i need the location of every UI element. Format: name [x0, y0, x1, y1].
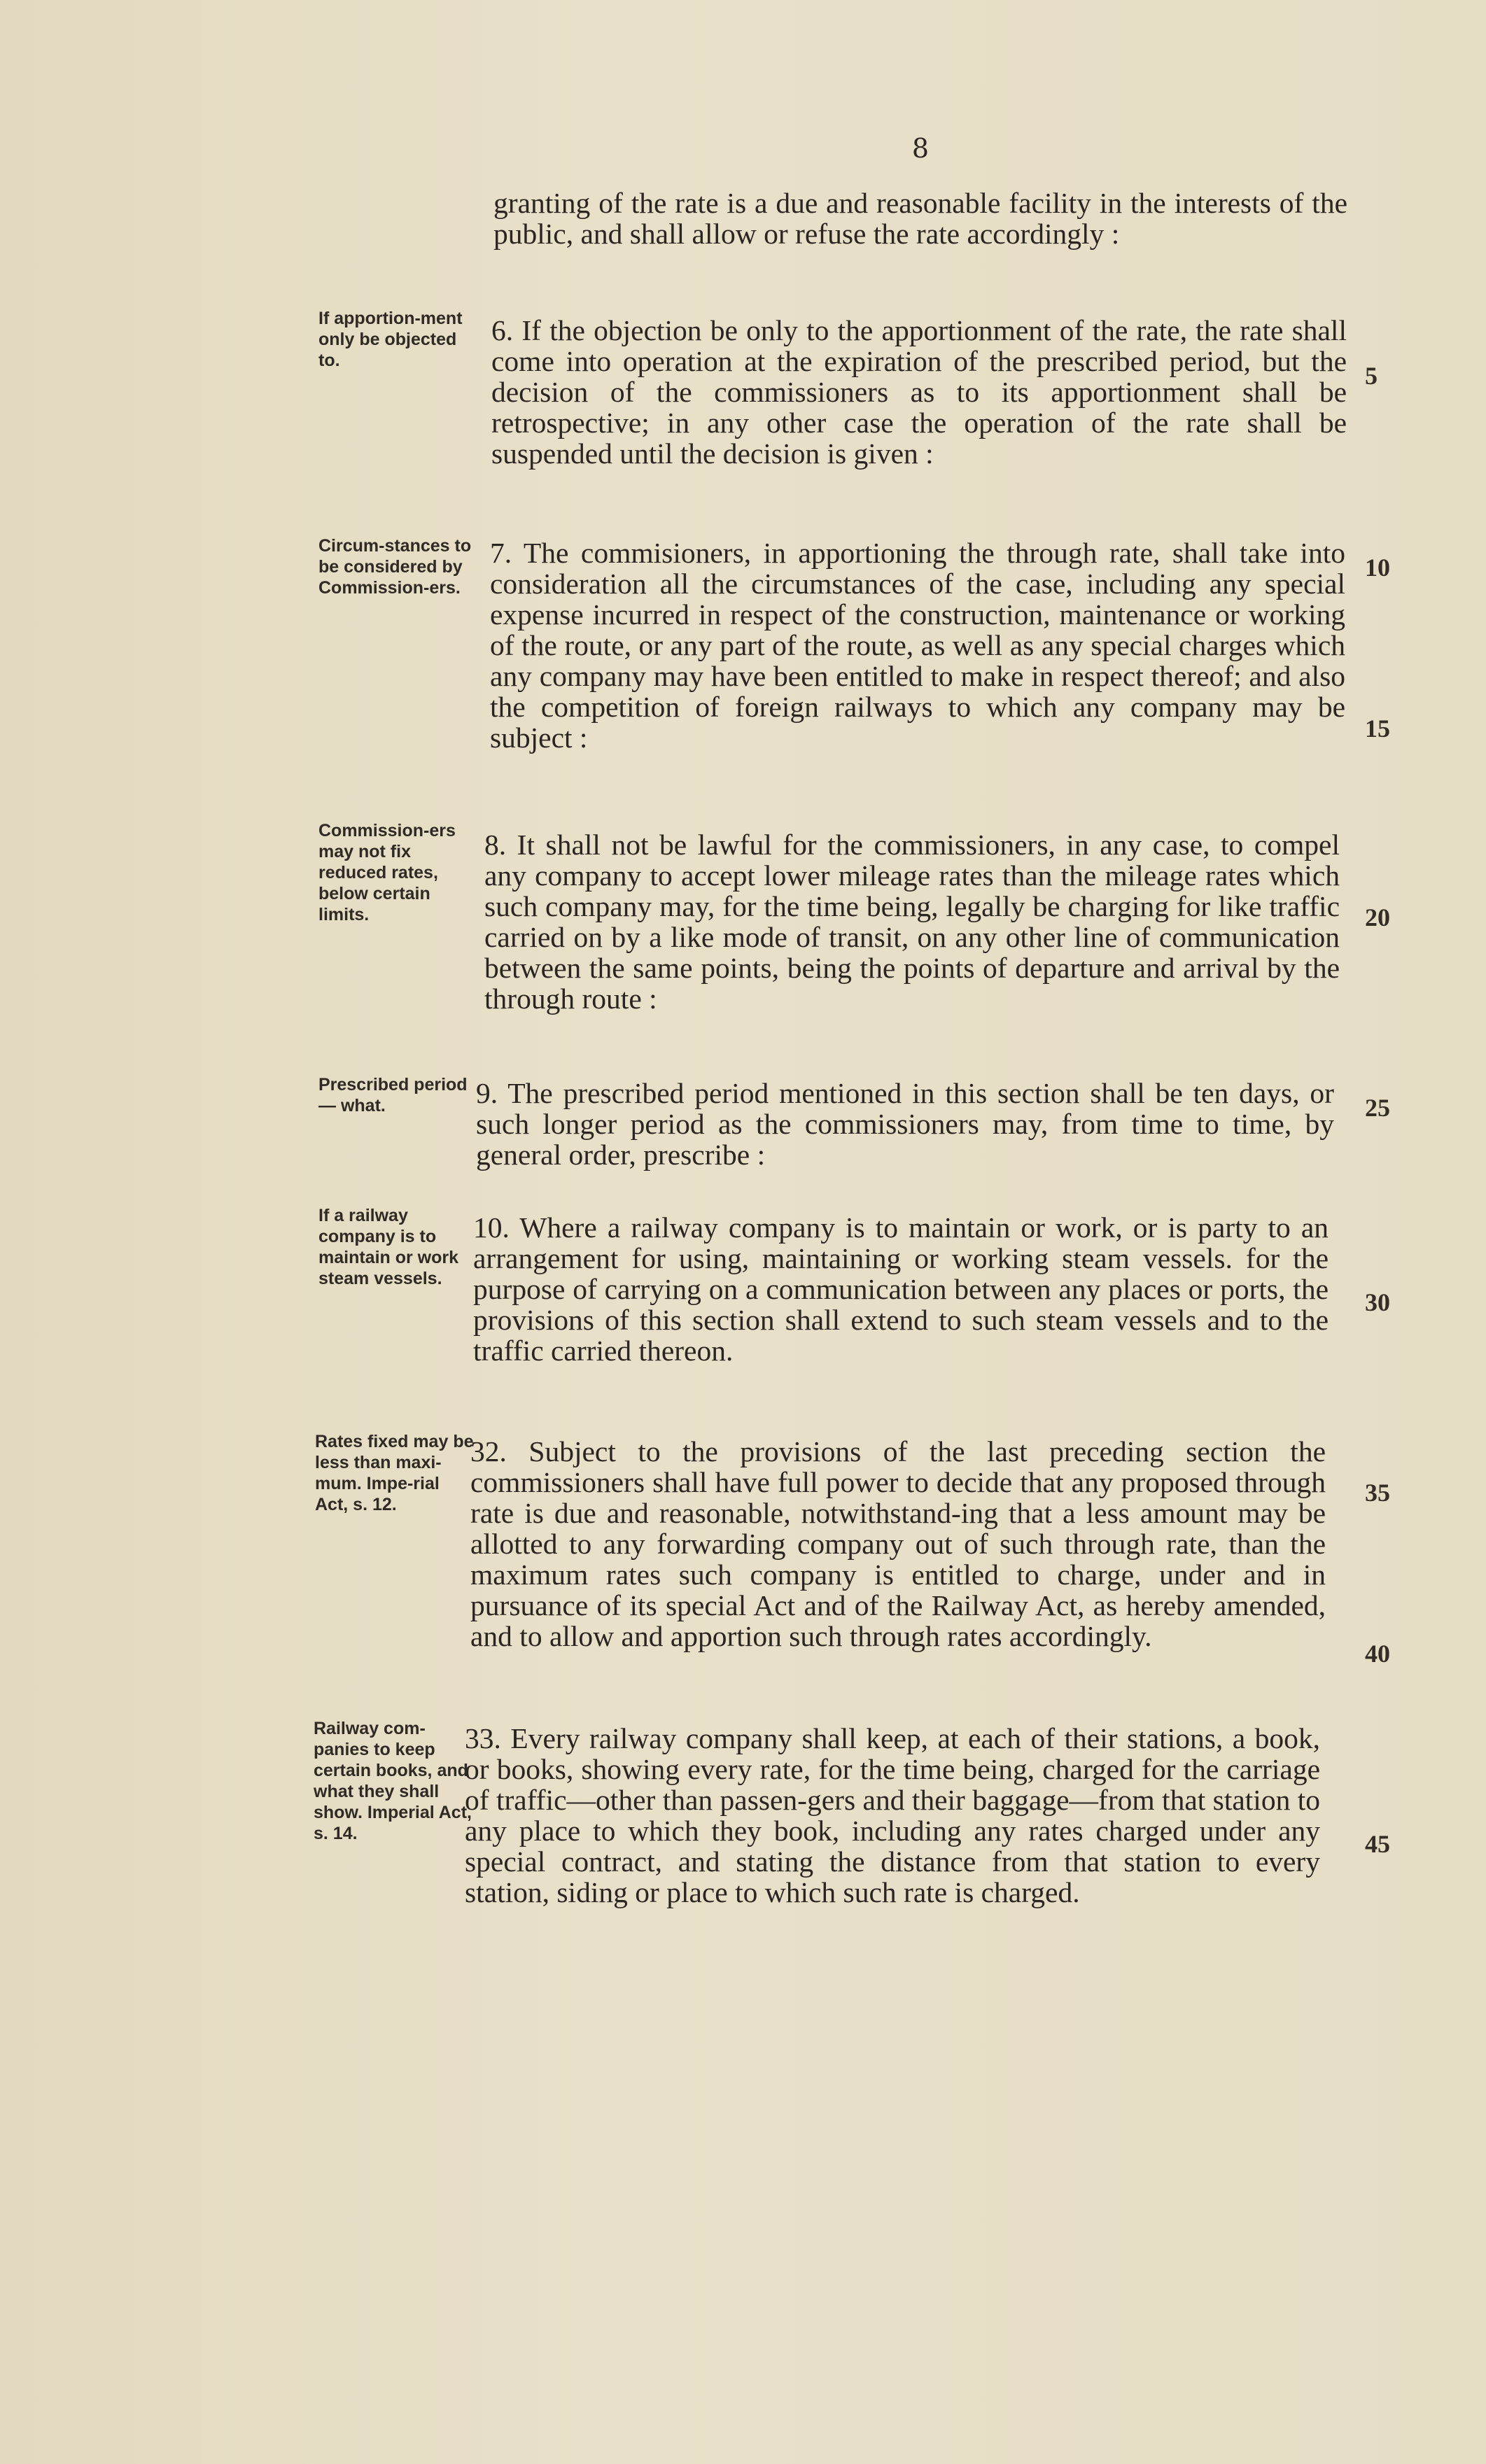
- margin-note: Prescribed period— what.: [318, 1075, 468, 1115]
- line-number: 40: [1365, 1640, 1390, 1668]
- section-text: 32. Subject to the provisions of the last preceding section the commissioners shall have full power to decide that any proposed through rate is due and reasonable, notwithstand-ing that a less amount may be allotted to any forwarding company out of such through rate, than the maximum rates such company is entitled to charge, under and in pursuance of its special Act and of the Railway Act, as hereby amended, and to allow and apportion such through rates accordingly.: [470, 1435, 1326, 1652]
- section-text: 10. Where a railway company is to maintain or work, or is party to an arrangement for using, maintaining or working steam vessels. for the purpose of carrying on a communication between any places or ports, the provisions of this section shall extend to such steam vessels and to the traffic carried thereon.: [473, 1211, 1329, 1367]
- section-text: 8. It shall not be lawful for the commissioners, in any case, to compel any company to accept lower mileage rates than the mileage rates which such company may, for the time being, legally be charging for like traffic carried on by a like mode of transit, on any other line of communication between the same points, being the points of departure and arrival by the through route :: [484, 829, 1340, 1015]
- line-number: 15: [1365, 714, 1390, 742]
- margin-note: Rates fixed may be less than maxi-mum. Impe-rial Act, s. 12.: [315, 1432, 474, 1514]
- margin-note: Commission-ers may not fix reduced rates, below certain limits.: [318, 821, 456, 924]
- section-text: 7. The commisioners, in apportioning the through rate, shall take into consideration all the circumstances of the case, including any special expense incurred in respect of the construction, maintenance or working of the route, or any part of the route, as well as any special charges which any company may have been entitled to make in respect thereof; and also the competition of foreign railways to which any company may be subject :: [490, 537, 1345, 754]
- margin-note: If apportion-ment only be objected to.: [318, 309, 463, 370]
- section-text: 6. If the objection be only to the apportionment of the rate, the rate shall come into operation at the expiration of the prescribed period, but the decision of the commissioners as to its apportionment shall be retrospective; in any other case the operation of the rate shall be suspended until the decision is given :: [491, 314, 1347, 470]
- line-number: 45: [1365, 1830, 1390, 1858]
- line-number: 25: [1365, 1094, 1390, 1122]
- margin-note: Circum-stances to be considered by Commission-ers.: [318, 536, 472, 598]
- line-number: 5: [1365, 362, 1378, 390]
- line-number: 20: [1365, 903, 1390, 931]
- section-text: granting of the rate is a due and reasonable facility in the interests of the public, and shall allow or refuse the rate accordingly :: [493, 187, 1347, 250]
- section-text: 33. Every railway company shall keep, at each of their stations, a book, or books, showing every rate, for the time being, charged for the carriage of traffic—other than passen-gers and their baggage—from that station to any place to which they book, including any rates charged under any special contract, and stating the distance from that station to every station, siding or place to which such rate is charged.: [465, 1722, 1320, 1908]
- line-number: 10: [1365, 554, 1390, 582]
- page-number: 8: [911, 133, 930, 164]
- line-number: 30: [1365, 1288, 1390, 1316]
- line-number: 35: [1365, 1479, 1390, 1507]
- margin-note: Railway com-panies to keep certain books, and what they shall show. Imperial Act, s. 14.: [314, 1719, 472, 1843]
- margin-note: If a railway company is to maintain or work steam vessels.: [318, 1206, 459, 1288]
- section-text: 9. The prescribed period mentioned in this section shall be ten days, or such longer period as the commissioners may, from time to time, by general order, prescribe :: [476, 1077, 1334, 1171]
